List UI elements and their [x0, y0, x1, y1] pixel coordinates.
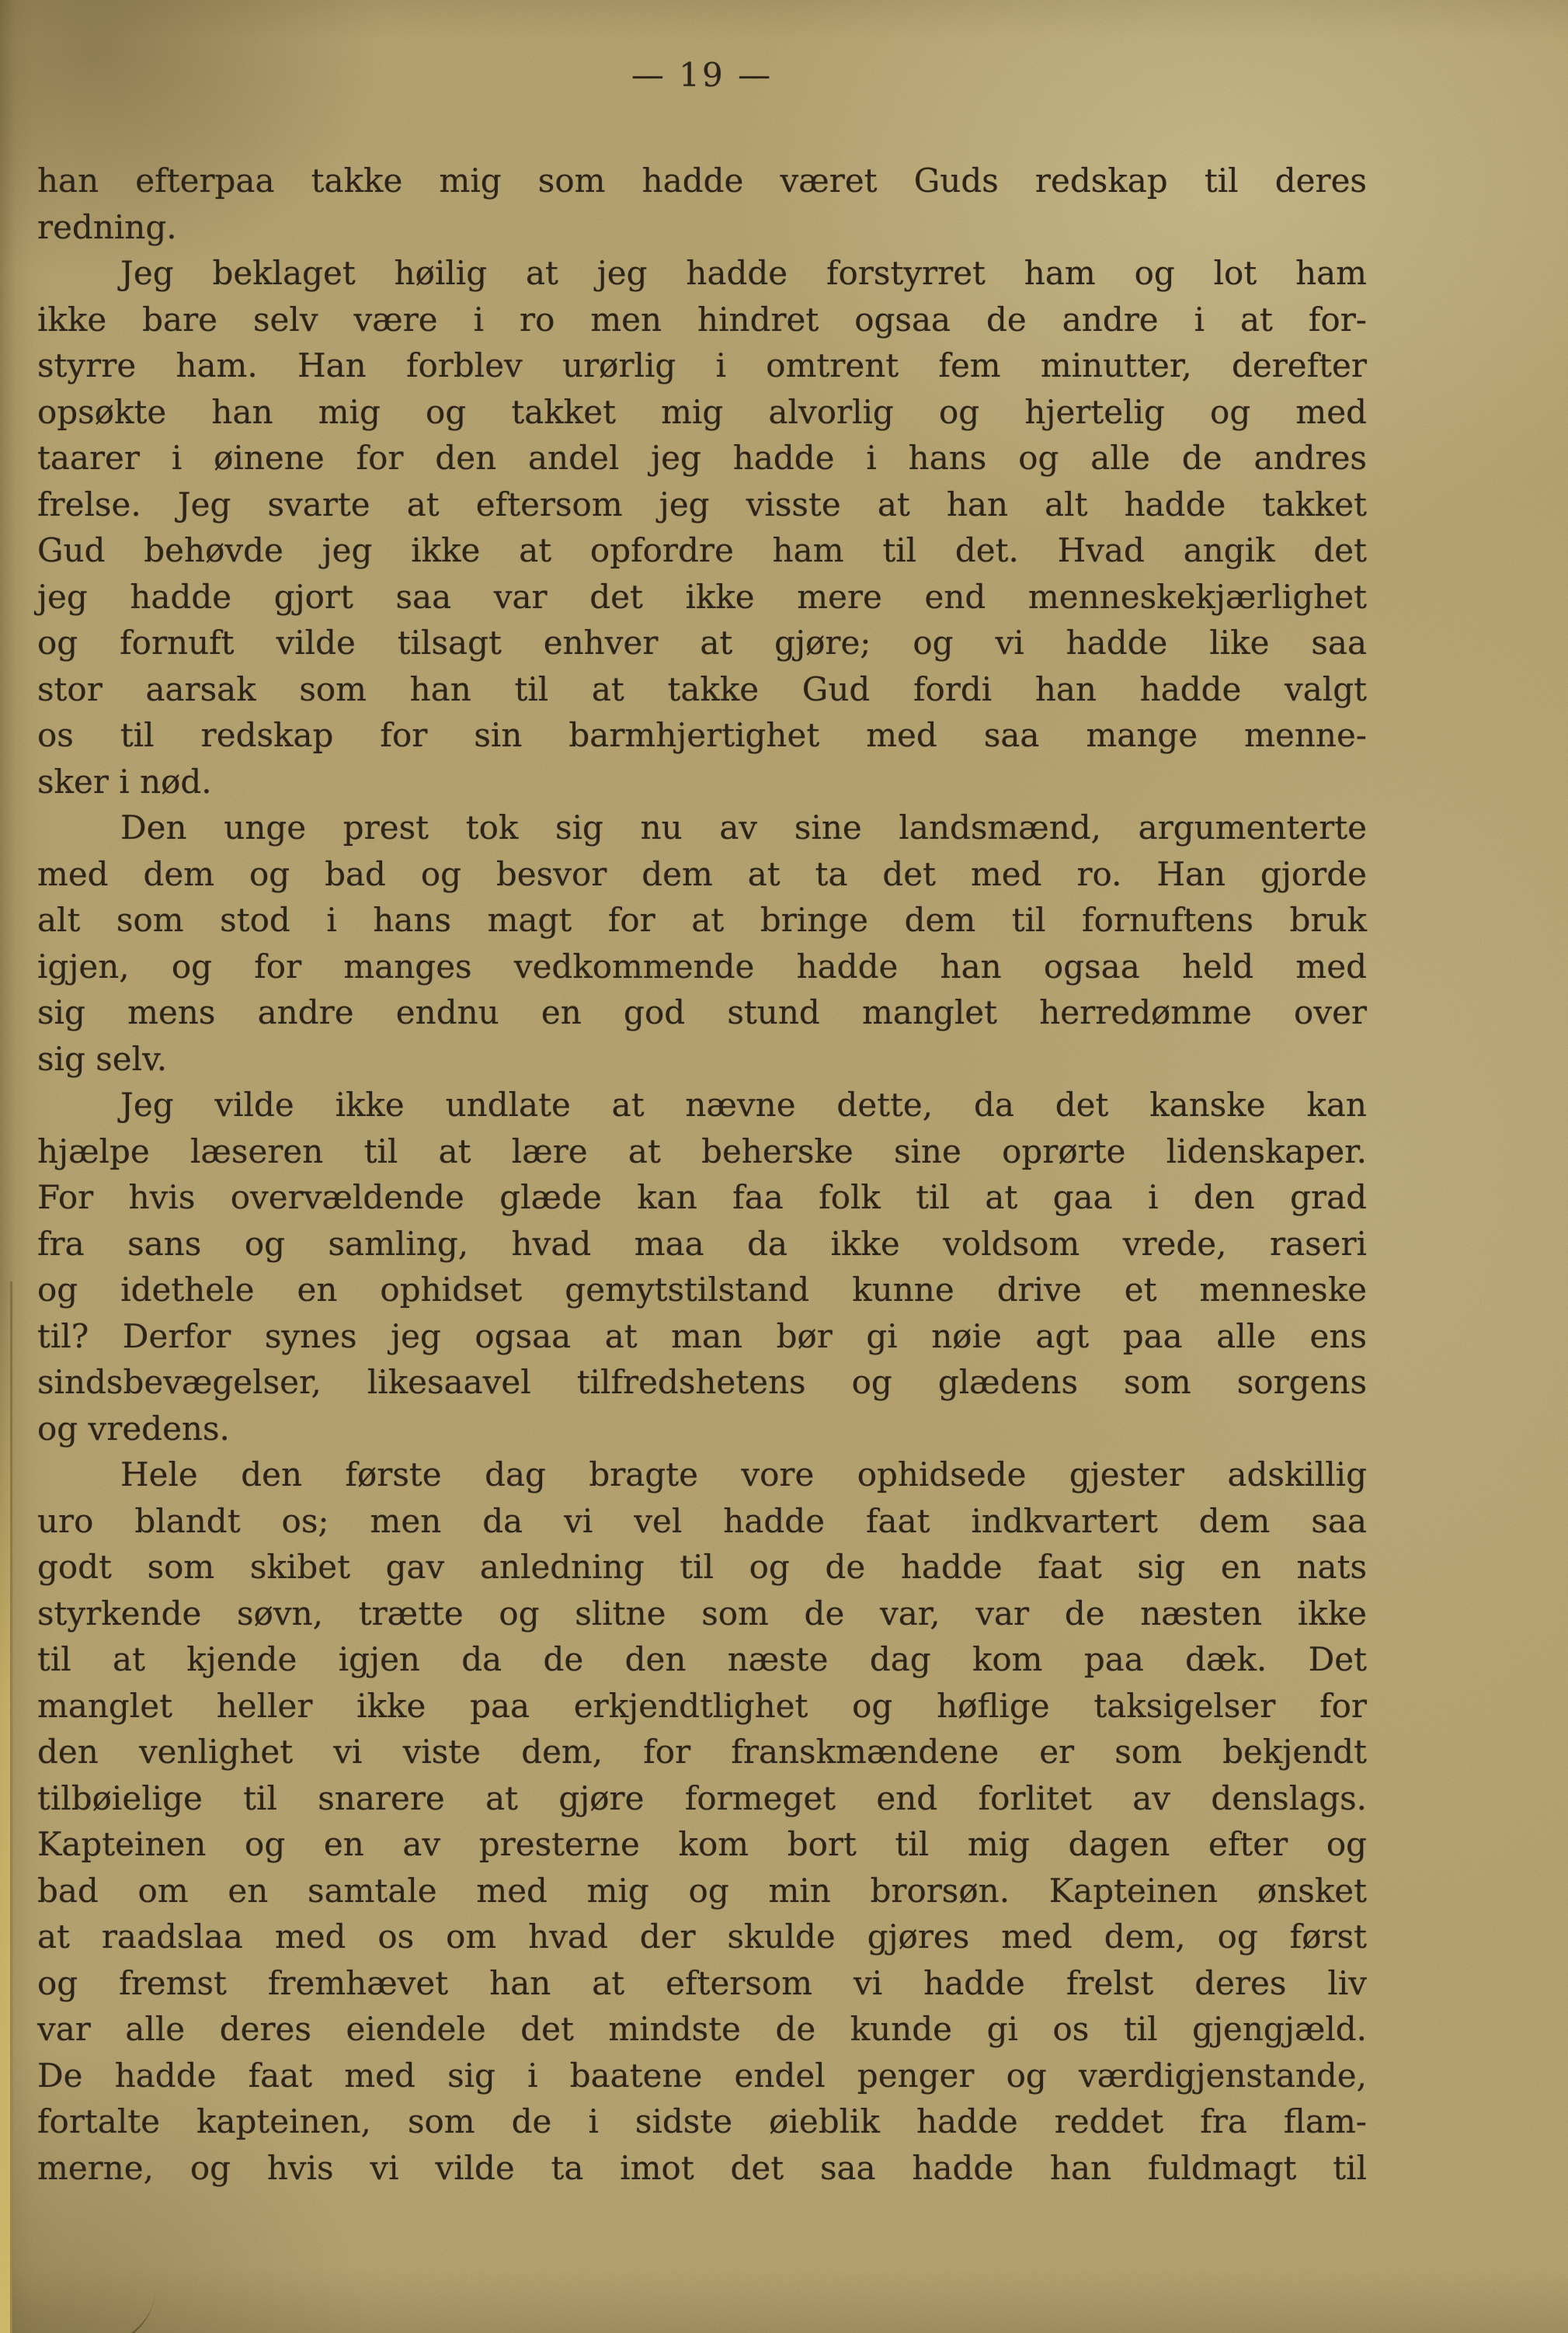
- text-line: at raadslaa med os om hvad der skulde gjøres med dem, og først: [37, 1918, 1367, 1956]
- page-left-edge: [0, 1281, 12, 2333]
- text-line: sig selv.: [37, 1039, 168, 1078]
- text-line: Jeg vilde ikke undlate at nævne dette, da det kanske kan: [120, 1086, 1367, 1124]
- text-line: sker i nød.: [37, 762, 212, 801]
- text-line: De hadde faat med sig i baatene endel penger og værdigjenstande,: [37, 2056, 1367, 2095]
- text-line: den venlighet vi viste dem, for franskmændene er som bekjendt: [37, 1733, 1367, 1771]
- text-line: Kapteinen og en av presterne kom bort til mig dagen efter og: [37, 1825, 1367, 1863]
- text-line: Hele den første dag bragte vore ophidsede gjester adskillig: [120, 1455, 1367, 1493]
- text-line: hjælpe læseren til at lære at beherske sine oprørte lidenskaper.: [37, 1132, 1367, 1170]
- text-line: med dem og bad og besvor dem at ta det med ro. Han gjorde: [37, 854, 1367, 893]
- text-line: alt som stod i hans magt for at bringe dem til fornuftens bruk: [37, 901, 1367, 939]
- text-line: fortalte kapteinen, som de i sidste øieblik hadde reddet fra flam-: [37, 2102, 1367, 2140]
- text-line: var alle deres eiendele det mindste de kunde gi os til gjengjæld.: [37, 2010, 1367, 2048]
- text-line: og fremst fremhævet han at eftersom vi hadde frelst deres liv: [37, 1963, 1367, 2002]
- text-line: til? Derfor synes jeg ogsaa at man bør gi nøie agt paa alle ens: [37, 1316, 1367, 1355]
- text-line: os til redskap for sin barmhjertighet med saa mange menne-: [37, 716, 1367, 754]
- text-line: og fornuft vilde tilsagt enhver at gjøre; og vi hadde like saa: [37, 624, 1367, 662]
- text-line: godt som skibet gav anledning til og de hadde faat sig en nats: [37, 1548, 1367, 1586]
- text-line: merne, og hvis vi vilde ta imot det saa hadde han fuldmagt til: [37, 2148, 1367, 2187]
- text-line: fra sans og samling, hvad maa da ikke voldsom vrede, raseri: [37, 1224, 1367, 1263]
- text-line: jeg hadde gjort saa var det ikke mere end menneskekjærlighet: [37, 577, 1367, 616]
- text-line: Den unge prest tok sig nu av sine landsmænd, argumenterte: [120, 808, 1367, 847]
- text-line: Jeg beklaget høilig at jeg hadde forstyrret ham og lot ham: [120, 254, 1367, 292]
- text-line: til at kjende igjen da de den næste dag kom paa dæk. Det: [37, 1640, 1367, 1678]
- text-line: Gud behøvde jeg ikke at opfordre ham til det. Hvad angik det: [37, 531, 1367, 569]
- text-line: sig mens andre endnu en god stund manglet herredømme over: [37, 993, 1367, 1031]
- text-line: manglet heller ikke paa erkjendtlighet og høflige taksigelser for: [37, 1686, 1367, 1725]
- text-line: stor aarsak som han til at takke Gud fordi han hadde valgt: [37, 669, 1367, 708]
- text-line: redning.: [37, 207, 177, 246]
- page-text-block: [37, 158, 1367, 2191]
- text-line: ikke bare selv være i ro men hindret ogsaa de andre i at for-: [37, 300, 1367, 339]
- page-number: — 19 —: [631, 56, 774, 94]
- text-line: igjen, og for manges vedkommende hadde han ogsaa held med: [37, 947, 1367, 986]
- text-line: taarer i øinene for den andel jeg hadde i hans og alle de andres: [37, 439, 1367, 477]
- text-line: tilbøielige til snarere at gjøre formeget end forlitet av denslags.: [37, 1778, 1367, 1817]
- text-line: frelse. Jeg svarte at eftersom jeg visste at han alt hadde takket: [37, 485, 1367, 523]
- text-line: bad om en samtale med mig og min brorsøn. Kapteinen ønsket: [37, 1871, 1367, 1910]
- text-line: sindsbevægelser, likesaavel tilfredshetens og glædens som sorgens: [37, 1363, 1367, 1401]
- text-line: styrkende søvn, trætte og slitne som de var, var de næsten ikke: [37, 1594, 1367, 1632]
- text-line: styrre ham. Han forblev urørlig i omtrent fem minutter, derefter: [37, 346, 1367, 384]
- text-line: uro blandt os; men da vi vel hadde faat indkvartert dem saa: [37, 1501, 1367, 1540]
- text-line: opsøkte han mig og takket mig alvorlig og hjertelig og med: [37, 392, 1367, 431]
- text-line: For hvis overvældende glæde kan faa folk til at gaa i den grad: [37, 1178, 1367, 1216]
- text-line: og vredens.: [37, 1409, 230, 1448]
- text-line: han efterpaa takke mig som hadde været Guds redskap til deres: [37, 162, 1367, 200]
- text-line: og idethele en ophidset gemytstilstand kunne drive et menneske: [37, 1271, 1367, 1309]
- scan-scratch-artifact: [0, 2279, 155, 2333]
